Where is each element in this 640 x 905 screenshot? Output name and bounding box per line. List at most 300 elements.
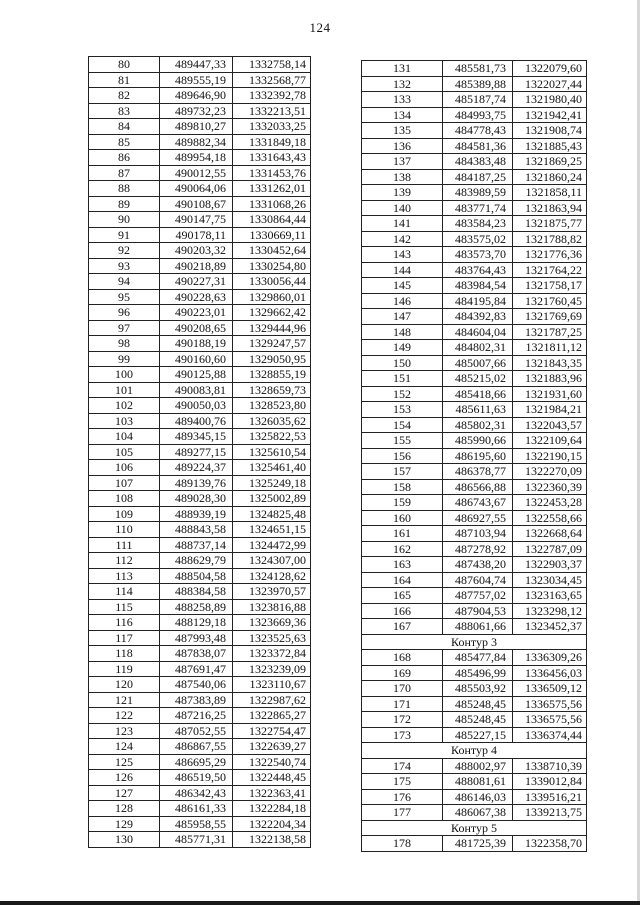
x-coordinate: 487052,55 <box>160 723 233 739</box>
y-coordinate: 1322865,27 <box>233 708 311 724</box>
x-coordinate: 485958,55 <box>160 816 233 832</box>
table-row <box>89 196 311 212</box>
table-row <box>89 413 311 429</box>
table-row <box>89 274 311 290</box>
x-coordinate: 486161,33 <box>160 801 233 817</box>
table-row <box>362 92 587 108</box>
point-number: 81 <box>89 72 160 88</box>
table-row <box>89 103 311 119</box>
y-coordinate: 1322754,47 <box>233 723 311 739</box>
page-bottom-border <box>0 901 640 905</box>
point-number: 126 <box>89 770 160 786</box>
table-row <box>362 262 587 278</box>
x-coordinate: 490178,11 <box>160 227 233 243</box>
x-coordinate: 487604,74 <box>443 572 513 588</box>
table-row <box>89 320 311 336</box>
point-number: 162 <box>362 541 443 557</box>
x-coordinate: 489646,90 <box>160 88 233 104</box>
y-coordinate: 1324128,62 <box>233 568 311 584</box>
table-row <box>362 681 587 697</box>
y-coordinate: 1324307,00 <box>233 553 311 569</box>
point-number: 164 <box>362 572 443 588</box>
table-row <box>89 832 311 848</box>
table-row <box>362 123 587 139</box>
x-coordinate: 486927,55 <box>443 510 513 526</box>
y-coordinate: 1330254,80 <box>233 258 311 274</box>
point-number: 175 <box>362 774 443 790</box>
table-row <box>362 138 587 154</box>
x-coordinate: 485611,63 <box>443 402 513 418</box>
table-row <box>362 603 587 619</box>
point-number: 104 <box>89 429 160 445</box>
x-coordinate: 489345,15 <box>160 429 233 445</box>
point-number: 89 <box>89 196 160 212</box>
point-number: 147 <box>362 309 443 325</box>
y-coordinate: 1332758,14 <box>233 57 311 73</box>
point-number: 112 <box>89 553 160 569</box>
x-coordinate: 489400,76 <box>160 413 233 429</box>
table-row <box>89 553 311 569</box>
point-number: 169 <box>362 665 443 681</box>
y-coordinate: 1323372,84 <box>233 646 311 662</box>
x-coordinate: 487838,07 <box>160 646 233 662</box>
table-row <box>362 758 587 774</box>
y-coordinate: 1322453,28 <box>513 495 587 511</box>
y-coordinate: 1329444,96 <box>233 320 311 336</box>
x-coordinate: 488504,58 <box>160 568 233 584</box>
table-row <box>89 119 311 135</box>
y-coordinate: 1322787,09 <box>513 541 587 557</box>
y-coordinate: 1322448,45 <box>233 770 311 786</box>
point-number: 133 <box>362 92 443 108</box>
x-coordinate: 487904,53 <box>443 603 513 619</box>
point-number: 135 <box>362 123 443 139</box>
y-coordinate: 1321760,45 <box>513 293 587 309</box>
table-row <box>362 355 587 371</box>
x-coordinate: 490227,31 <box>160 274 233 290</box>
point-number: 87 <box>89 165 160 181</box>
y-coordinate: 1329860,01 <box>233 289 311 305</box>
x-coordinate: 483575,02 <box>443 231 513 247</box>
point-number: 102 <box>89 398 160 414</box>
contour-label: Контур 4 <box>362 743 587 759</box>
table-row <box>362 619 587 635</box>
x-coordinate: 484581,36 <box>443 138 513 154</box>
y-coordinate: 1322360,39 <box>513 479 587 495</box>
table-row <box>89 429 311 445</box>
y-coordinate: 1322204,34 <box>233 816 311 832</box>
table-row <box>362 371 587 387</box>
table-row <box>89 584 311 600</box>
y-coordinate: 1321908,74 <box>513 123 587 139</box>
x-coordinate: 485248,45 <box>443 696 513 712</box>
point-number: 160 <box>362 510 443 526</box>
y-coordinate: 1325610,54 <box>233 444 311 460</box>
point-number: 122 <box>89 708 160 724</box>
table-row <box>89 677 311 693</box>
x-coordinate: 486378,77 <box>443 464 513 480</box>
point-number: 107 <box>89 475 160 491</box>
y-coordinate: 1322363,41 <box>233 785 311 801</box>
table-row <box>89 181 311 197</box>
table-row <box>89 785 311 801</box>
point-number: 163 <box>362 557 443 573</box>
point-number: 86 <box>89 150 160 166</box>
x-coordinate: 490188,19 <box>160 336 233 352</box>
x-coordinate: 490147,75 <box>160 212 233 228</box>
point-number: 88 <box>89 181 160 197</box>
y-coordinate: 1321843,35 <box>513 355 587 371</box>
x-coordinate: 490125,88 <box>160 367 233 383</box>
table-row <box>89 150 311 166</box>
y-coordinate: 1330056,44 <box>233 274 311 290</box>
x-coordinate: 489882,34 <box>160 134 233 150</box>
point-number: 158 <box>362 479 443 495</box>
y-coordinate: 1336575,56 <box>513 712 587 728</box>
table-row <box>362 309 587 325</box>
x-coordinate: 488081,61 <box>443 774 513 790</box>
x-coordinate: 485248,45 <box>443 712 513 728</box>
x-coordinate: 487103,94 <box>443 526 513 542</box>
point-number: 96 <box>89 305 160 321</box>
table-row <box>362 727 587 743</box>
point-number: 109 <box>89 506 160 522</box>
point-number: 130 <box>89 832 160 848</box>
point-number: 117 <box>89 630 160 646</box>
y-coordinate: 1322358,70 <box>513 836 587 852</box>
x-coordinate: 485007,66 <box>443 355 513 371</box>
table-row <box>89 615 311 631</box>
table-row <box>89 568 311 584</box>
table-row <box>362 324 587 340</box>
table-row <box>89 754 311 770</box>
point-number: 174 <box>362 758 443 774</box>
table-row <box>362 464 587 480</box>
point-number: 99 <box>89 351 160 367</box>
point-number: 103 <box>89 413 160 429</box>
x-coordinate: 485802,31 <box>443 417 513 433</box>
y-coordinate: 1321764,22 <box>513 262 587 278</box>
point-number: 120 <box>89 677 160 693</box>
x-coordinate: 487278,92 <box>443 541 513 557</box>
y-coordinate: 1328659,73 <box>233 382 311 398</box>
x-coordinate: 484383,48 <box>443 154 513 170</box>
contour-label: Контур 3 <box>362 634 587 650</box>
y-coordinate: 1321942,41 <box>513 107 587 123</box>
point-number: 85 <box>89 134 160 150</box>
y-coordinate: 1325002,89 <box>233 491 311 507</box>
point-number: 145 <box>362 278 443 294</box>
point-number: 98 <box>89 336 160 352</box>
table-row <box>362 169 587 185</box>
table-row <box>362 402 587 418</box>
point-number: 94 <box>89 274 160 290</box>
x-coordinate: 490012,55 <box>160 165 233 181</box>
x-coordinate: 486146,03 <box>443 789 513 805</box>
section-header-row <box>362 634 587 650</box>
y-coordinate: 1322109,64 <box>513 433 587 449</box>
point-number: 140 <box>362 200 443 216</box>
point-number: 173 <box>362 727 443 743</box>
table-row <box>89 289 311 305</box>
point-number: 82 <box>89 88 160 104</box>
point-number: 114 <box>89 584 160 600</box>
y-coordinate: 1329247,57 <box>233 336 311 352</box>
x-coordinate: 483573,70 <box>443 247 513 263</box>
x-coordinate: 488129,18 <box>160 615 233 631</box>
y-coordinate: 1336575,56 <box>513 696 587 712</box>
x-coordinate: 489954,18 <box>160 150 233 166</box>
point-number: 134 <box>362 107 443 123</box>
x-coordinate: 486743,67 <box>443 495 513 511</box>
x-coordinate: 486566,88 <box>443 479 513 495</box>
table-row <box>362 107 587 123</box>
x-coordinate: 484187,25 <box>443 169 513 185</box>
point-number: 137 <box>362 154 443 170</box>
point-number: 172 <box>362 712 443 728</box>
table-row <box>89 382 311 398</box>
table-row <box>89 723 311 739</box>
x-coordinate: 488939,19 <box>160 506 233 522</box>
point-number: 154 <box>362 417 443 433</box>
x-coordinate: 486519,50 <box>160 770 233 786</box>
x-coordinate: 489139,76 <box>160 475 233 491</box>
x-coordinate: 483771,74 <box>443 200 513 216</box>
point-number: 151 <box>362 371 443 387</box>
table-row <box>362 665 587 681</box>
coordinates-table-right <box>361 60 587 852</box>
x-coordinate: 484604,04 <box>443 324 513 340</box>
contour-label: Контур 5 <box>362 820 587 836</box>
x-coordinate: 484802,31 <box>443 340 513 356</box>
y-coordinate: 1322903,37 <box>513 557 587 573</box>
x-coordinate: 488629,79 <box>160 553 233 569</box>
y-coordinate: 1330864,44 <box>233 212 311 228</box>
y-coordinate: 1321769,69 <box>513 309 587 325</box>
x-coordinate: 485990,66 <box>443 433 513 449</box>
x-coordinate: 490228,63 <box>160 289 233 305</box>
y-coordinate: 1322639,27 <box>233 739 311 755</box>
y-coordinate: 1323239,09 <box>233 661 311 677</box>
point-number: 92 <box>89 243 160 259</box>
x-coordinate: 484195,84 <box>443 293 513 309</box>
y-coordinate: 1323816,88 <box>233 599 311 615</box>
x-coordinate: 487216,25 <box>160 708 233 724</box>
table-row <box>362 278 587 294</box>
point-number: 146 <box>362 293 443 309</box>
y-coordinate: 1322558,66 <box>513 510 587 526</box>
table-row <box>362 495 587 511</box>
table-row <box>362 200 587 216</box>
table-row <box>362 510 587 526</box>
y-coordinate: 1325249,18 <box>233 475 311 491</box>
y-coordinate: 1329050,95 <box>233 351 311 367</box>
y-coordinate: 1328855,19 <box>233 367 311 383</box>
point-number: 142 <box>362 231 443 247</box>
y-coordinate: 1321758,17 <box>513 278 587 294</box>
y-coordinate: 1323452,37 <box>513 619 587 635</box>
point-number: 167 <box>362 619 443 635</box>
x-coordinate: 485503,92 <box>443 681 513 697</box>
y-coordinate: 1330452,64 <box>233 243 311 259</box>
point-number: 156 <box>362 448 443 464</box>
point-number: 93 <box>89 258 160 274</box>
table-row <box>89 367 311 383</box>
y-coordinate: 1330669,11 <box>233 227 311 243</box>
point-number: 166 <box>362 603 443 619</box>
y-coordinate: 1323298,12 <box>513 603 587 619</box>
x-coordinate: 487438,20 <box>443 557 513 573</box>
table-row <box>362 588 587 604</box>
table-row <box>362 61 587 77</box>
point-number: 125 <box>89 754 160 770</box>
table-row <box>89 57 311 73</box>
table-row <box>362 293 587 309</box>
y-coordinate: 1323110,67 <box>233 677 311 693</box>
x-coordinate: 490064,06 <box>160 181 233 197</box>
table-row <box>362 386 587 402</box>
table-row <box>89 305 311 321</box>
y-coordinate: 1331068,26 <box>233 196 311 212</box>
table-row <box>89 770 311 786</box>
y-coordinate: 1321776,36 <box>513 247 587 263</box>
x-coordinate: 484993,75 <box>443 107 513 123</box>
y-coordinate: 1321787,25 <box>513 324 587 340</box>
table-row <box>89 134 311 150</box>
point-number: 171 <box>362 696 443 712</box>
y-coordinate: 1339213,75 <box>513 805 587 821</box>
x-coordinate: 485215,02 <box>443 371 513 387</box>
y-coordinate: 1331262,01 <box>233 181 311 197</box>
x-coordinate: 485389,88 <box>443 76 513 92</box>
y-coordinate: 1338710,39 <box>513 758 587 774</box>
x-coordinate: 489555,19 <box>160 72 233 88</box>
table-row <box>89 460 311 476</box>
point-number: 165 <box>362 588 443 604</box>
x-coordinate: 487993,48 <box>160 630 233 646</box>
y-coordinate: 1332392,78 <box>233 88 311 104</box>
point-number: 113 <box>89 568 160 584</box>
x-coordinate: 485581,73 <box>443 61 513 77</box>
x-coordinate: 484778,43 <box>443 123 513 139</box>
point-number: 80 <box>89 57 160 73</box>
table-row <box>89 708 311 724</box>
point-number: 84 <box>89 119 160 135</box>
y-coordinate: 1326035,62 <box>233 413 311 429</box>
point-number: 127 <box>89 785 160 801</box>
table-row <box>89 630 311 646</box>
point-number: 95 <box>89 289 160 305</box>
point-number: 100 <box>89 367 160 383</box>
table-row <box>362 789 587 805</box>
x-coordinate: 490160,60 <box>160 351 233 367</box>
x-coordinate: 483989,59 <box>443 185 513 201</box>
y-coordinate: 1321788,82 <box>513 231 587 247</box>
table-row <box>362 712 587 728</box>
point-number: 110 <box>89 522 160 538</box>
x-coordinate: 488258,89 <box>160 599 233 615</box>
y-coordinate: 1321984,21 <box>513 402 587 418</box>
y-coordinate: 1321860,24 <box>513 169 587 185</box>
table-row <box>89 801 311 817</box>
x-coordinate: 483764,43 <box>443 262 513 278</box>
x-coordinate: 485771,31 <box>160 832 233 848</box>
y-coordinate: 1332213,51 <box>233 103 311 119</box>
y-coordinate: 1323525,63 <box>233 630 311 646</box>
point-number: 118 <box>89 646 160 662</box>
point-number: 178 <box>362 836 443 852</box>
point-number: 97 <box>89 320 160 336</box>
x-coordinate: 486195,60 <box>443 448 513 464</box>
y-coordinate: 1324825,48 <box>233 506 311 522</box>
y-coordinate: 1329662,42 <box>233 305 311 321</box>
point-number: 128 <box>89 801 160 817</box>
x-coordinate: 485187,74 <box>443 92 513 108</box>
x-coordinate: 490203,32 <box>160 243 233 259</box>
table-row <box>89 444 311 460</box>
section-header-row <box>362 743 587 759</box>
x-coordinate: 483984,54 <box>443 278 513 294</box>
table-row <box>362 417 587 433</box>
point-number: 170 <box>362 681 443 697</box>
table-row <box>89 506 311 522</box>
point-number: 121 <box>89 692 160 708</box>
y-coordinate: 1321863,94 <box>513 200 587 216</box>
point-number: 101 <box>89 382 160 398</box>
table-row <box>89 336 311 352</box>
table-row <box>89 72 311 88</box>
y-coordinate: 1331643,43 <box>233 150 311 166</box>
y-coordinate: 1322079,60 <box>513 61 587 77</box>
y-coordinate: 1331849,18 <box>233 134 311 150</box>
x-coordinate: 489224,37 <box>160 460 233 476</box>
y-coordinate: 1321858,11 <box>513 185 587 201</box>
point-number: 136 <box>362 138 443 154</box>
x-coordinate: 490050,03 <box>160 398 233 414</box>
point-number: 150 <box>362 355 443 371</box>
x-coordinate: 489028,30 <box>160 491 233 507</box>
table-row <box>362 836 587 852</box>
table-row <box>362 572 587 588</box>
page-number: 124 <box>309 20 331 35</box>
x-coordinate: 486867,55 <box>160 739 233 755</box>
point-number: 123 <box>89 723 160 739</box>
point-number: 119 <box>89 661 160 677</box>
y-coordinate: 1336374,44 <box>513 727 587 743</box>
y-coordinate: 1336456,03 <box>513 665 587 681</box>
point-number: 115 <box>89 599 160 615</box>
x-coordinate: 490208,65 <box>160 320 233 336</box>
x-coordinate: 490223,01 <box>160 305 233 321</box>
x-coordinate: 488061,66 <box>443 619 513 635</box>
point-number: 155 <box>362 433 443 449</box>
y-coordinate: 1321980,40 <box>513 92 587 108</box>
y-coordinate: 1322138,58 <box>233 832 311 848</box>
point-number: 129 <box>89 816 160 832</box>
table-row <box>362 541 587 557</box>
table-row <box>89 351 311 367</box>
table-row <box>362 433 587 449</box>
point-number: 111 <box>89 537 160 553</box>
table-row <box>362 340 587 356</box>
point-number: 83 <box>89 103 160 119</box>
table-row <box>362 774 587 790</box>
table-row <box>89 816 311 832</box>
x-coordinate: 487691,47 <box>160 661 233 677</box>
y-coordinate: 1322284,18 <box>233 801 311 817</box>
y-coordinate: 1332568,77 <box>233 72 311 88</box>
x-coordinate: 488843,58 <box>160 522 233 538</box>
